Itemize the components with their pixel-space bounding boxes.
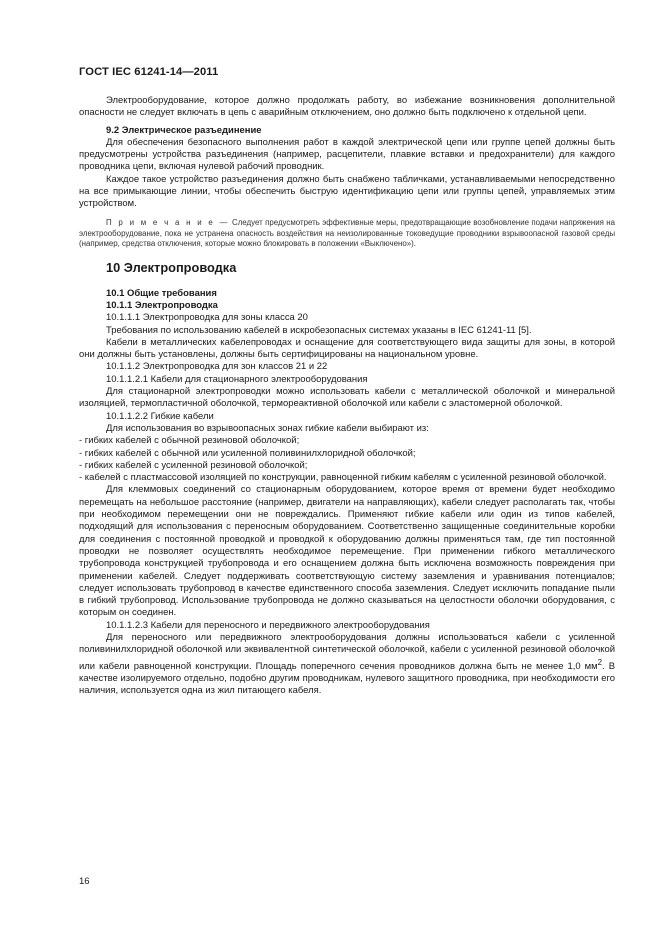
list-item: - кабелей с пластмассовой изоляцией по конструкции, равноценной гибким кабелям с усиленной резиновой оболочкой. — [79, 472, 607, 484]
list-item: - гибких кабелей с обычной или усиленной поливинилхлоридной оболочкой; — [79, 447, 416, 459]
paragraph: Для клеммовых соединений со стационарным оборудованием, которое время от времени будет необходимо перемещать на небольшое расстояние (например, двигатели на направляющих), кабели следует располагать так, чтобы при необходимом перемещении они не повреждались. Применяют гибкие кабели или один из типов кабелей, подходящий для использования с переносным оборудованием. Соответственно защищенные соединительные коробки для соединения с постоянной проводкой и проводкой к оборудованию должны применяться там, где тип постоянной проводки не позволяет осуществлять необходимое перемещение. При применении гибкого металлического трубопровода конструкцией трубопровода и его оснащением должна быть исключена возможность повреждения при применении кабелей. Следует поддерживать соответствующую систему заземления и уравнивания потенциалов; следует использовать трубопровод в качестве единственного способа заземления. Следует исключить попадание пыли в гибкий трубопровод. Использование трубопровода не должно сказываться на целостности оболочки оборудования, с которым он соединен. — [79, 484, 615, 619]
paragraph — [79, 632, 615, 698]
note-label: П р и м е ч а н и е — — [106, 217, 230, 227]
section-heading-10-1-1: 10.1.1 Электропроводка — [106, 299, 218, 311]
paragraph: Для использования во взрывоопасных зонах гибкие кабели выбирают из: — [106, 422, 429, 434]
paragraph: Требования по использованию кабелей в искробезопасных системах указаны в IEC 61241-11 [5]. — [106, 324, 532, 336]
note — [79, 218, 615, 251]
paragraph: Электрооборудование, которое должно продолжать работу, во избежание возникновения дополнительной опасности не следует включать в цепь с аварийным отключением, оно должно быть подключено к отдельной цепи. — [79, 95, 615, 119]
document-body — [79, 95, 615, 698]
paragraph: Кабели в металлических кабелепроводах и оснащение для соответствующего вида защиты для зоны, в которой они должны быть установлены, должны быть сертифицированы на национальном уровне. — [79, 336, 615, 361]
superscript: 2 — [597, 657, 603, 667]
paragraph: Для стационарной электропроводки можно использовать кабели с металлической оболочкой и минеральной изоляцией, термопластичной оболочкой, термореактивной оболочкой или кабели с эластомерной оболочкой. — [79, 386, 615, 410]
paragraph: Каждое такое устройство разъединения должно быть снабжено табличками, устанавливаемыми непосредственно на все примыкающие линии, чтобы обеспечить быструю идентификацию цепи или группы цепей, управляемых этим устройством. — [79, 173, 615, 210]
section-heading-9-2: 9.2 Электрическое разъединение — [106, 124, 262, 136]
list-item: - гибких кабелей с усиленной резиновой оболочкой; — [79, 459, 308, 471]
document-header: ГОСТ IEC 61241-14—2011 — [79, 66, 219, 78]
paragraph: Для обеспечения безопасного выполнения работ в каждой электрической цепи или группе цепей должны быть предусмотрены устройства разъединения (например, расцепители, плавкие вставки и предохранители) для каждого проводника цепи, включая нулевой рабочий проводник. — [79, 136, 615, 173]
text-run: . В качестве изолируемого отдельно, подобно другим проводникам, нулевого защитного проводника, при необходимости его наличия, используется одна из жил питающего кабеля. — [79, 660, 615, 697]
note-text: Следует предусмотреть эффективные меры, предотвращающие возобновление подачи напряжения на электрооборудование, пока не устранена опасность воздействия на неизолированные токоведущие проводники взрывоопасной газовой среды (например, средства отключения, которые можно блокировать в положении «Выключено»). — [79, 217, 615, 249]
section-heading-10: 10 Электропроводка — [106, 260, 237, 276]
page-number: 16 — [79, 876, 90, 887]
subsection-heading: 10.1.1.2.1 Кабели для стационарного электрооборудования — [106, 373, 368, 385]
section-heading-10-1: 10.1 Общие требования — [106, 287, 217, 299]
subsection-heading: 10.1.1.2.3 Кабели для переносного и передвижного электрооборудования — [106, 619, 430, 631]
list-item: - гибких кабелей с обычной резиновой оболочкой; — [79, 435, 300, 447]
subsection-heading: 10.1.1.2 Электропроводка для зон классов 21 и 22 — [106, 361, 328, 373]
subsection-heading: 10.1.1.1 Электропроводка для зоны класса 20 — [106, 312, 308, 324]
subsection-heading: 10.1.1.2.2 Гибкие кабели — [106, 410, 214, 422]
text-run: Для переносного или передвижного электрооборудования должны использоваться кабели с усиленной поливинилхлоридной оболочкой или эквивалентной синтетической оболочкой, кабели с усиленной резиновой оболочкой или кабели равноценной конструкции. Площадь поперечного сечения проводников должна быть не менее 1,0 мм — [79, 632, 615, 672]
